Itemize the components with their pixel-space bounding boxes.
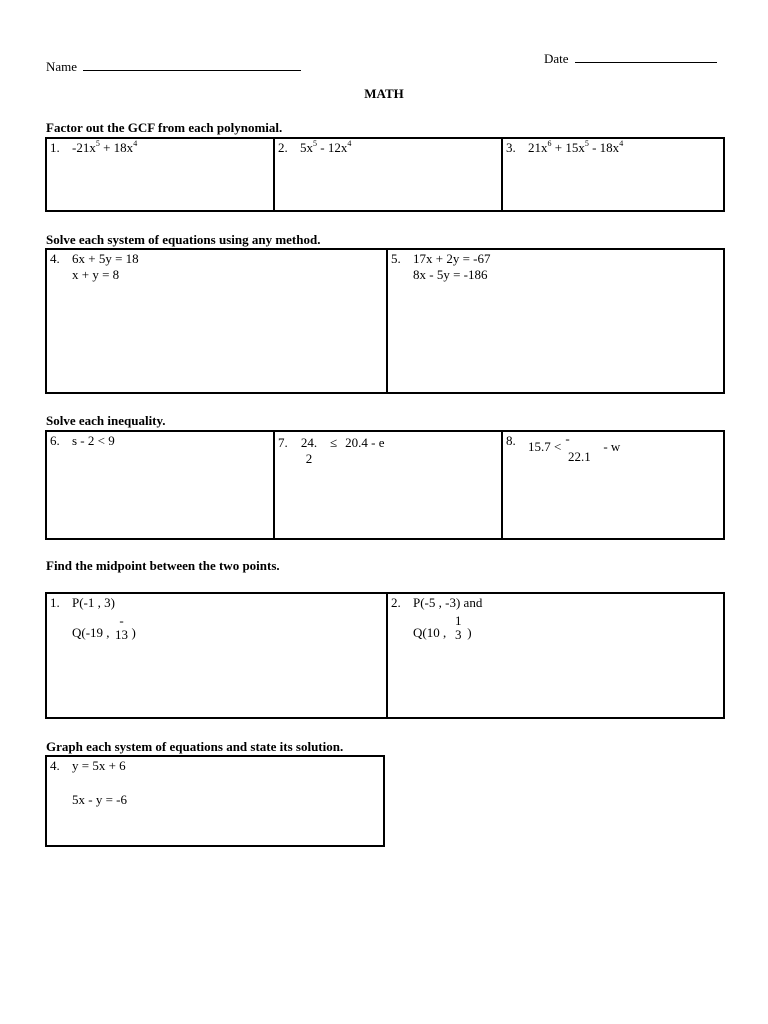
- point-p: P(-5 , -3) and: [413, 595, 483, 610]
- gcf-problem-cell[interactable]: [274, 138, 502, 211]
- fraction: 1 3: [454, 613, 462, 642]
- point-q: Q(10 ,: [413, 625, 447, 640]
- fraction: - 13: [115, 613, 129, 642]
- problem-number: 8.: [506, 433, 516, 448]
- date-label: Date: [544, 51, 569, 66]
- date-field[interactable]: [544, 50, 717, 67]
- equation-line: 6x + 5y = 18: [72, 251, 139, 266]
- problem-expression: s - 2 < 9: [72, 433, 115, 448]
- equation-line: 8x - 5y = -186: [413, 267, 488, 282]
- graph-problem-cell[interactable]: [46, 756, 384, 846]
- equation-line: y = 5x + 6: [72, 758, 126, 773]
- problem-number: 4.: [50, 758, 60, 773]
- inequality-problem-cell[interactable]: [274, 431, 502, 539]
- problem-number: 2.: [391, 595, 401, 610]
- equation-line: x + y = 8: [72, 267, 120, 282]
- systems-instruction: Solve each system of equations using any method.: [46, 232, 321, 247]
- point-p: P(-1 , 3): [72, 595, 115, 610]
- inequality-problem-cell[interactable]: [502, 431, 724, 539]
- midpoint-instruction: Find the midpoint between the two points.: [46, 558, 280, 573]
- gcf-problem-table: [45, 137, 725, 212]
- gcf-instruction: Factor out the GCF from each polynomial.: [46, 120, 283, 135]
- systems-problem-table: [45, 248, 725, 394]
- page-title: MATH: [364, 86, 404, 101]
- systems-problem-cell[interactable]: [387, 249, 724, 393]
- problem-number: 3.: [506, 140, 516, 155]
- date-blank-line[interactable]: [575, 50, 717, 63]
- systems-problem-cell[interactable]: [46, 249, 387, 393]
- leq-symbol: ≤: [330, 435, 338, 450]
- graph-instruction: Graph each system of equations and state its solution.: [46, 739, 344, 754]
- inequality-instruction: Solve each inequality.: [46, 413, 166, 428]
- inequality-problem-cell[interactable]: [46, 431, 274, 539]
- midpoint-problem-cell[interactable]: 2. P(-5 , -3) and Q(10 , 1 3 ): [387, 593, 724, 718]
- graph-problem-table: [45, 755, 385, 847]
- problem-expression: 20.4 - e: [345, 435, 385, 450]
- gcf-problem-cell[interactable]: [46, 138, 274, 211]
- midpoint-problem-table: [45, 592, 725, 719]
- problem-number: 2.: [278, 140, 288, 155]
- problem-number: 6.: [50, 433, 60, 448]
- problem-expression: $-21x^5 + 18x^4$: [72, 139, 138, 155]
- fraction: - 22.1: [565, 431, 591, 464]
- point-q: Q(-19 ,: [72, 625, 110, 640]
- problem-expression-tail: - w: [603, 439, 621, 454]
- inequality-problem-table: [45, 430, 725, 540]
- problem-expression: $21x^6 + 15x^5 - 18x^4$: [528, 139, 624, 155]
- problem-number: 1.: [50, 140, 60, 155]
- gcf-problem-cell[interactable]: [502, 138, 724, 211]
- midpoint-problem-cell[interactable]: 1. P(-1 , 3) Q(-19 , - 13 ): [46, 593, 387, 718]
- fraction: 24. 2: [300, 435, 318, 466]
- equation-line: 5x - y = -6: [72, 792, 127, 807]
- problem-number: 4.: [50, 251, 60, 266]
- name-field[interactable]: [46, 58, 301, 75]
- name-blank-line[interactable]: [83, 58, 301, 71]
- problem-expression: 15.7 <: [528, 439, 562, 454]
- equation-line: 17x + 2y = -67: [413, 251, 491, 266]
- problem-expression: $5x^5 - 12x^4$: [300, 139, 352, 155]
- problem-number: 7.: [278, 435, 288, 450]
- problem-number: 5.: [391, 251, 401, 266]
- name-label: Name: [46, 59, 78, 74]
- problem-number: 1.: [50, 595, 60, 610]
